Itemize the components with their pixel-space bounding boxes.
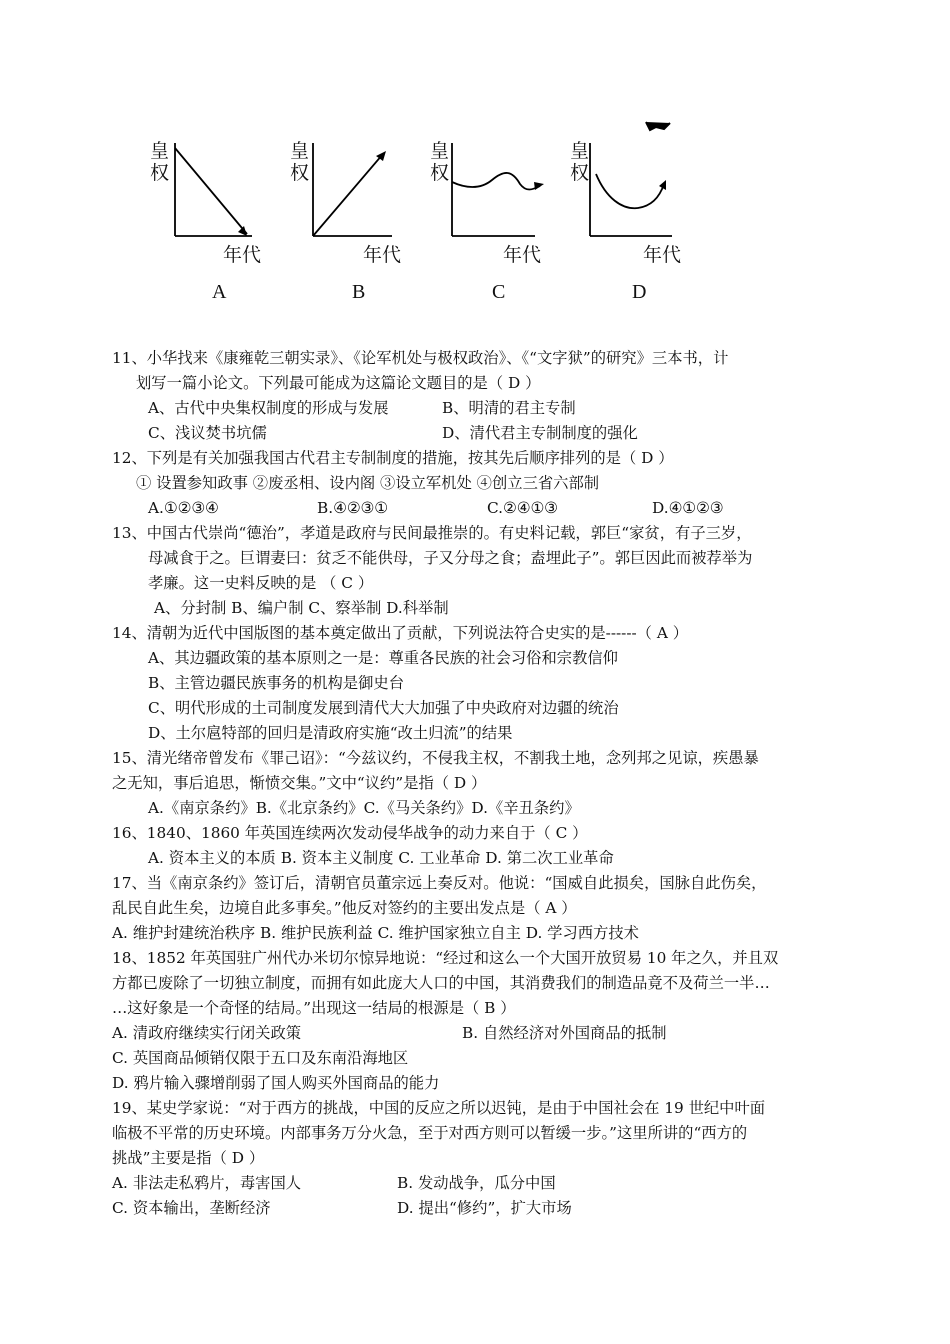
chart-b-xlabel: 年代 bbox=[363, 244, 402, 266]
chart-a-xlabel: 年代 bbox=[223, 244, 262, 266]
q19-option-c: C. 资本输出，垄断经济 bbox=[112, 1199, 271, 1217]
chart-d-series-line bbox=[596, 174, 664, 208]
q12-option-d: D.④①②③ bbox=[652, 499, 724, 517]
q12-option-c: C.②④①③ bbox=[487, 499, 558, 517]
q11-options-row-2 bbox=[112, 421, 852, 446]
q18-option-c: C. 英国商品倾销仅限于五口及东南沿海地区 bbox=[112, 1049, 409, 1067]
q19-stem-line-2: 临极不平常的历史环境。内部事务万分火急，至于对西方则可以暂缓一步。”这里所讲的“西方的 bbox=[112, 1124, 748, 1142]
chart-a bbox=[140, 118, 270, 318]
q11-stem-line-1: 11、小华找来《康雍乾三朝实录》、《论军机处与极权政治》、《“文字狱”的研究》三本书，计 bbox=[112, 349, 729, 367]
question-list bbox=[112, 346, 852, 1221]
q13-stem-line-1: 13、中国古代崇尚“德治”，孝道是政府与民间最推崇的。有史料记载，郭巨“家贫，有子三岁， bbox=[112, 524, 752, 542]
q18-stem-line-3: …这好象是一个奇怪的结局。”出现这一结局的根源是（ B ） bbox=[112, 999, 516, 1017]
q16-stem: 16、1840、1860 年英国连续两次发动侵华战争的动力来自于（ C ） bbox=[112, 824, 588, 842]
chart-b-ylabel: 皇 权 bbox=[290, 140, 310, 184]
q18-options-row-1 bbox=[112, 1021, 852, 1046]
q12-options bbox=[112, 496, 852, 521]
q17-stem-line-1: 17、当《南京条约》签订后，清朝官员董宗远上奏反对。他说：“国威自此损矣，国脉自此伤矣， bbox=[112, 874, 767, 892]
q15-stem-line-1: 15、清光绪帝曾发布《罪己诏》：“今兹议约，不侵我主权，不割我土地，念列邦之见谅，疾愚暴 bbox=[112, 749, 759, 767]
chart-c-arrowhead bbox=[534, 182, 544, 190]
q18-option-b: B. 自然经济对外国商品的抵制 bbox=[462, 1024, 667, 1042]
chart-a-series-line bbox=[175, 148, 247, 234]
q18-stem-line-1: 18、1852 年英国驻广州代办米切尔惊异地说：“经过和这么一个大国开放贸易 10 年之久，并且双 bbox=[112, 949, 779, 967]
q11-option-a: A、古代中央集权制度的形成与发展 bbox=[148, 399, 389, 417]
q14-option-b: B、主管边疆民族事务的机构是御史台 bbox=[148, 674, 404, 692]
q12-option-a: A.①②③④ bbox=[148, 499, 219, 517]
chart-b-series-line bbox=[313, 154, 383, 236]
q16-options: A. 资本主义的本质 B. 资本主义制度 C. 工业革命 D. 第二次工业革命 bbox=[148, 849, 614, 867]
q12-option-b: B.④②③① bbox=[317, 499, 388, 517]
chart-figures bbox=[140, 118, 700, 318]
chart-a-ylabel: 皇 权 bbox=[150, 140, 170, 184]
chart-c-option-label: C bbox=[492, 281, 506, 303]
chart-a-option-label: A bbox=[212, 281, 227, 303]
q11-stem-line-2: 划写一篇小论文。下列最可能成为这篇论文题目的是（ D ） bbox=[136, 374, 541, 392]
q19-option-b: B. 发动战争，瓜分中国 bbox=[397, 1174, 556, 1192]
chart-d-option-label: D bbox=[632, 281, 647, 303]
q11-options-row-1 bbox=[112, 396, 852, 421]
q17-stem-line-2: 乱民自此生矣，边境自此多事矣。”他反对签约的主要出发点是（ A ） bbox=[112, 899, 577, 917]
q14-option-a: A、其边疆政策的基本原则之一是：尊重各民族的社会习俗和宗教信仰 bbox=[148, 649, 618, 667]
q13-stem-line-2: 母减食于之。巨谓妻曰：贫乏不能供母，子又分母之食；盍埋此子”。郭巨因此而被荐举为 bbox=[148, 549, 753, 567]
q19-option-a: A. 非法走私鸦片，毒害国人 bbox=[112, 1174, 302, 1192]
chart-d-xlabel: 年代 bbox=[643, 244, 682, 266]
q19-option-d: D. 提出“修约”，扩大市场 bbox=[397, 1199, 572, 1217]
q14-option-c: C、明代形成的土司制度发展到清代大大加强了中央政府对边疆的统治 bbox=[148, 699, 619, 717]
chart-c-xlabel: 年代 bbox=[503, 244, 542, 266]
q11-option-c: C、浅议焚书坑儒 bbox=[148, 424, 267, 442]
q14-option-d: D、土尔扈特部的回归是清政府实施“改土归流”的结果 bbox=[148, 724, 513, 742]
q17-options: A. 维护封建统治秩序 B. 维护民族利益 C. 维护国家独立自主 D. 学习西方技术 bbox=[112, 924, 639, 942]
chart-b-option-label: B bbox=[352, 281, 366, 303]
q11-option-d: D、清代君主专制制度的强化 bbox=[442, 424, 638, 442]
q12-stem: 12、下列是有关加强我国古代君主专制制度的措施，按其先后顺序排列的是（ D ） bbox=[112, 449, 674, 467]
q11-option-b: B、明清的君主专制 bbox=[442, 399, 576, 417]
q19-options-row-2 bbox=[112, 1196, 852, 1221]
q15-stem-line-2: 之无知，事后追思，惭愤交集。”文中“议约”是指（ D ） bbox=[112, 774, 487, 792]
q18-option-a: A. 清政府继续实行闭关政策 bbox=[112, 1024, 302, 1042]
q18-stem-line-2: 方都已废除了一切独立制度，而拥有如此庞大人口的中国，其消费我们的制造品竟不及荷兰一半… bbox=[112, 974, 770, 992]
q14-stem: 14、清朝为近代中国版图的基本奠定做出了贡献，下列说法符合史实的是------（ A ） bbox=[112, 624, 689, 642]
chart-c bbox=[420, 118, 550, 318]
q18-option-d: D. 鸦片输入骤增削弱了国人购买外国商品的能力 bbox=[112, 1074, 440, 1092]
chart-d bbox=[560, 118, 690, 318]
q19-stem-line-3: 挑战”主要是指（ D ） bbox=[112, 1149, 265, 1167]
q13-options: A、分封制 B、编户制 C、察举制 D.科举制 bbox=[154, 599, 449, 617]
q15-options: A.《南京条约》B.《北京条约》C.《马关条约》D.《辛丑条约》 bbox=[148, 799, 580, 817]
chart-c-series-line bbox=[452, 173, 540, 190]
q19-stem-line-1: 19、某史学家说：“对于西方的挑战，中国的反应之所以迟钝，是由于中国社会在 19 世纪中叶面 bbox=[112, 1099, 766, 1117]
q12-items: ① 设置参知政事 ②废丞相、设内阁 ③设立军机处 ④创立三省六部制 bbox=[136, 474, 600, 492]
chart-c-ylabel: 皇 权 bbox=[430, 140, 450, 184]
chart-b bbox=[280, 118, 410, 318]
chart-d-ylabel: 皇 权 bbox=[570, 140, 590, 184]
q19-options-row-1 bbox=[112, 1171, 852, 1196]
ink-mark bbox=[646, 122, 670, 130]
q13-stem-line-3: 孝廉。这一史料反映的是 （ C ） bbox=[148, 574, 374, 592]
